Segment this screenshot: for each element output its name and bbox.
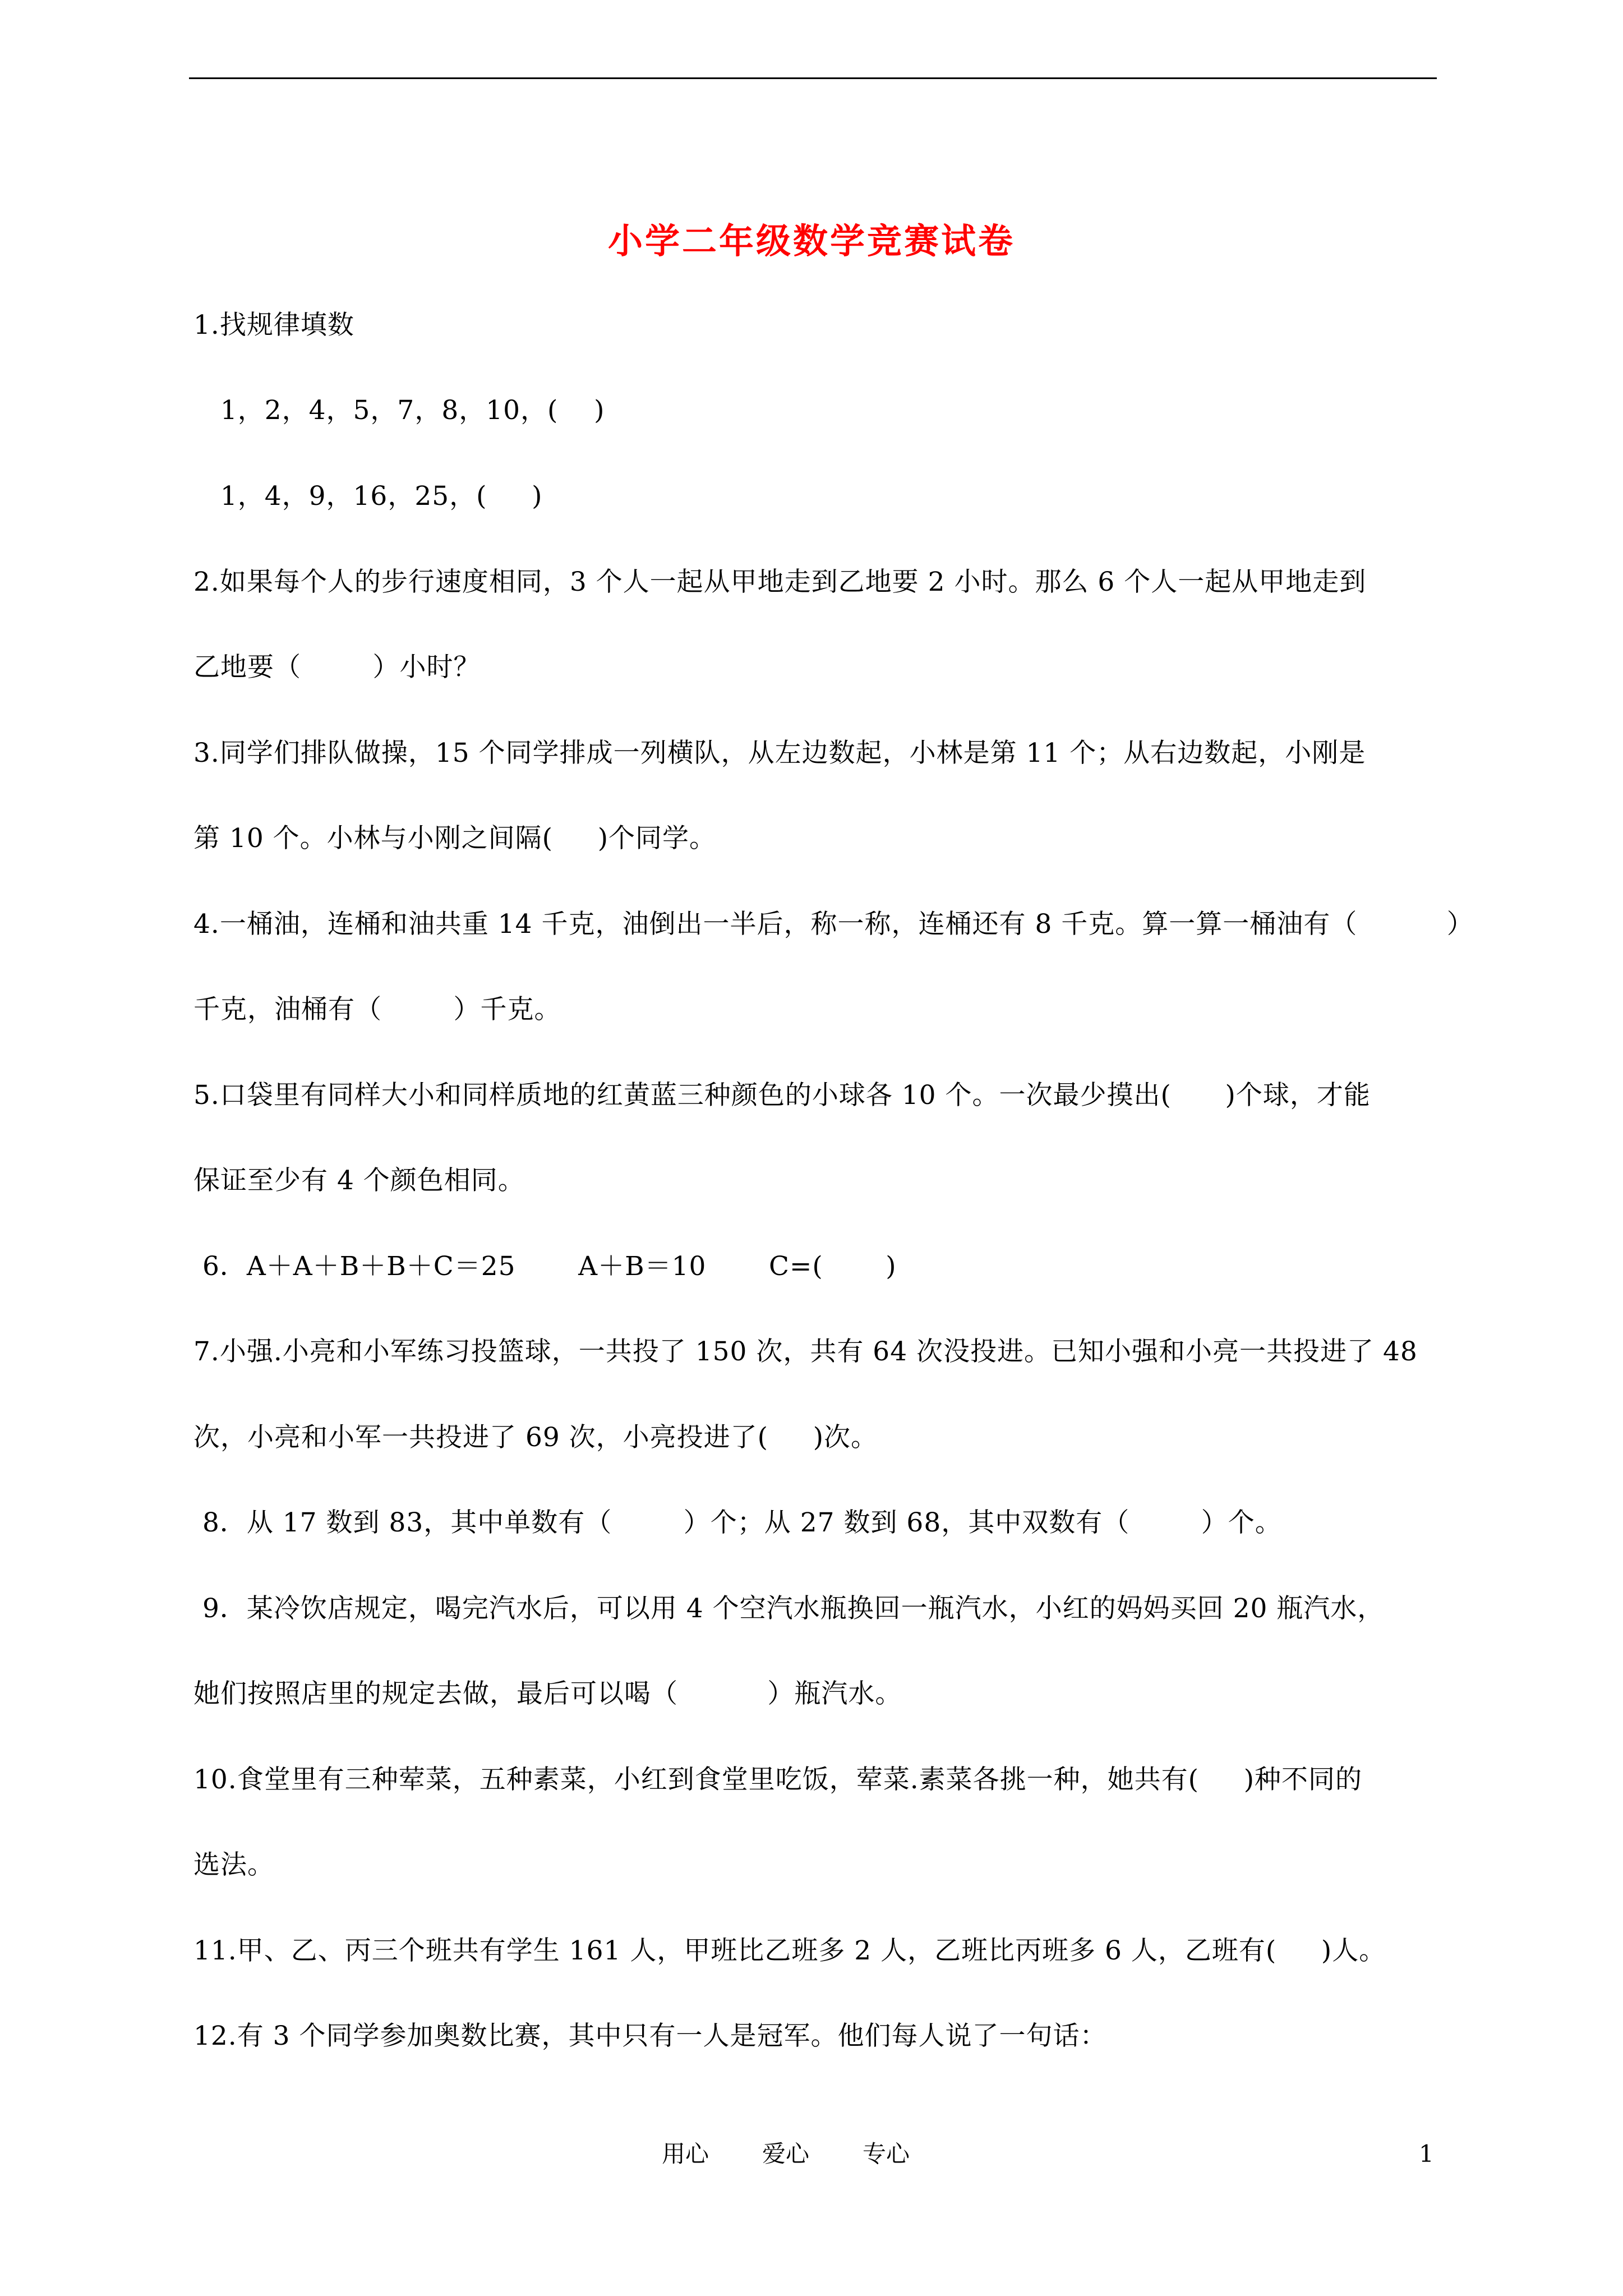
question-line: 选法。	[193, 1849, 274, 1880]
page-title: 小学二年级数学竞赛试卷	[607, 220, 1015, 261]
question-line: 第 10 个。小林与小刚之间隔( )个同学。	[193, 823, 717, 854]
footer-mottos	[662, 2132, 963, 2177]
page-footer	[0, 2132, 1623, 2177]
question-line: 乙地要（ ）小时？	[193, 652, 481, 683]
page-number: 1	[1419, 2140, 1434, 2168]
question-line: 3.同学们排队做操，15 个同学排成一列横队，从左边数起，小林是第 11 个；从右边数起，小刚是	[193, 738, 1366, 769]
question-line: 2.如果每个人的步行速度相同，3 个人一起从甲地走到乙地要 2 小时。那么 6 个人一起从甲地走到	[193, 567, 1367, 597]
question-line: 5.口袋里有同样大小和同样质地的红黄蓝三种颜色的小球各 10 个。一次最少摸出( )个球，才能	[193, 1080, 1371, 1111]
footer-motto: 用心	[662, 2140, 709, 2168]
question-line: 1，2，4，5，7，8，10，( )	[193, 395, 605, 426]
question-line: 10.食堂里有三种荤菜，五种素菜，小红到食堂里吃饭，荤菜.素菜各挑一种，她共有( )种不同的	[193, 1764, 1363, 1795]
footer-motto: 专心	[863, 2140, 910, 2168]
question-line: 12.有 3 个同学参加奥数比赛，其中只有一人是冠军。他们每人说了一句话：	[193, 2021, 1107, 2051]
question-line: 她们按照店里的规定去做，最后可以喝（ ）瓶汽水。	[193, 1678, 902, 1709]
question-line: 1.找规律填数	[193, 310, 354, 341]
question-line: 保证至少有 4 个颜色相同。	[193, 1165, 525, 1196]
footer-motto: 爱心	[762, 2140, 810, 2168]
question-line: 4.一桶油，连桶和油共重 14 千克，油倒出一半后，称一称，连桶还有 8 千克。算一算一桶油有（ ）	[193, 909, 1474, 940]
question-line: 11.甲、乙、丙三个班共有学生 161 人，甲班比乙班多 2 人，乙班比丙班多 6 人，乙班有( )人。	[193, 1935, 1386, 1966]
question-line: 9．某冷饮店规定，喝完汽水后，可以用 4 个空汽水瓶换回一瓶汽水，小红的妈妈买回 20 瓶汽水，	[193, 1593, 1385, 1624]
header-rule	[189, 77, 1437, 79]
question-line: 次，小亮和小军一共投进了 69 次，小亮投进了( )次。	[193, 1422, 878, 1453]
question-line: 8．从 17 数到 83，其中单数有（ ）个；从 27 数到 68，其中双数有（ ）个。	[193, 1507, 1282, 1538]
question-line: 1，4，9，16，25，( )	[193, 481, 543, 512]
question-line: 千克，油桶有（ ）千克。	[193, 994, 561, 1025]
question-line: 6．A＋A＋B＋B＋C＝25 A＋B＝10 C=( )	[193, 1251, 897, 1282]
question-line: 7.小强.小亮和小军练习投篮球，一共投了 150 次，共有 64 次没投进。已知小强和小亮一共投进了 48	[193, 1336, 1418, 1367]
